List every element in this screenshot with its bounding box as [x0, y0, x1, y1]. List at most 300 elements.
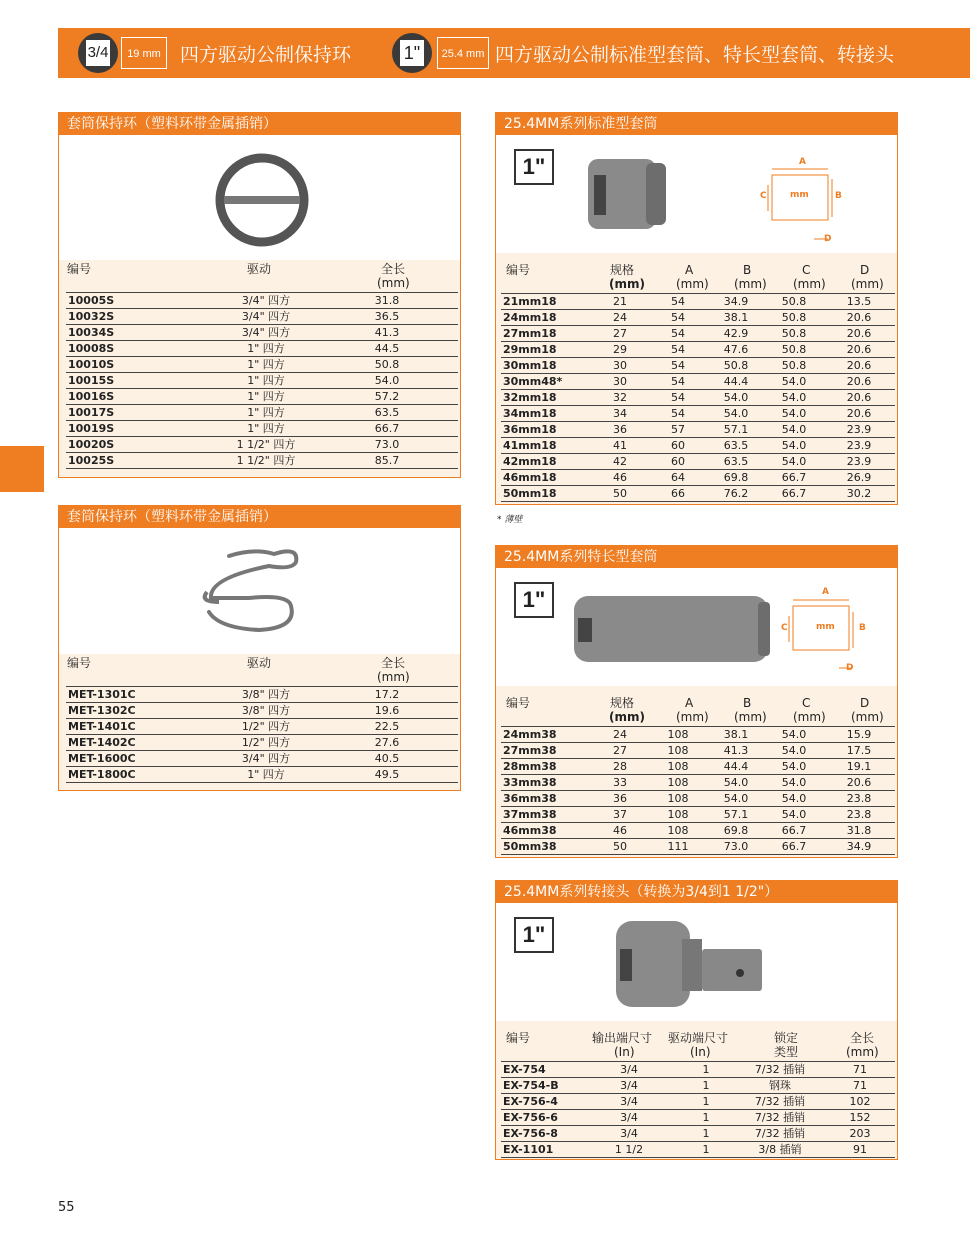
table-cell: 1 — [677, 1126, 735, 1142]
table-cell: 31.8 — [316, 293, 458, 309]
deep-socket-table — [501, 726, 895, 855]
part-number: 10034S — [66, 325, 216, 341]
table-row — [501, 374, 895, 390]
part-number: 10016S — [66, 389, 216, 405]
table-cell: 41.3 — [707, 743, 765, 759]
table-cell: 108 — [649, 743, 707, 759]
table-cell: 54.0 — [707, 791, 765, 807]
table-header — [59, 260, 460, 292]
table-row — [501, 470, 895, 486]
col-size-unit: (mm) — [609, 277, 645, 291]
table-cell: 108 — [649, 807, 707, 823]
diagram-label-a: A — [822, 587, 829, 597]
table-cell: 3/4" 四方 — [216, 751, 316, 767]
box-title: 套筒保持环（塑料环带金属插销） — [59, 506, 460, 528]
col-output-unit: (In) — [614, 1045, 635, 1059]
table-cell: 54.0 — [765, 390, 823, 406]
col-b: B — [743, 696, 752, 710]
table-cell: 54.0 — [765, 374, 823, 390]
table-cell: 36.5 — [316, 309, 458, 325]
col-code: 编号 — [506, 1031, 531, 1045]
table-cell: 22.5 — [316, 719, 458, 735]
col-output-size: 输出端尺寸 — [592, 1031, 653, 1045]
part-number: 10005S — [66, 293, 216, 309]
table-cell: 108 — [649, 759, 707, 775]
table-cell: 42 — [591, 454, 649, 470]
table-cell: 63.5 — [707, 438, 765, 454]
table-row — [66, 341, 458, 357]
col-drive: 驱动 — [247, 262, 272, 276]
table-cell: 1 — [677, 1110, 735, 1126]
col-b-unit: (mm) — [734, 277, 767, 291]
table-cell: 63.5 — [707, 454, 765, 470]
table-row — [501, 743, 895, 759]
table-cell: 1" 四方 — [216, 767, 316, 783]
part-number: 10017S — [66, 405, 216, 421]
table-cell: 38.1 — [707, 310, 765, 326]
col-d: D — [860, 696, 870, 710]
col-drive-unit: (In) — [690, 1045, 711, 1059]
table-cell: 3/4" 四方 — [216, 325, 316, 341]
col-d-unit: (mm) — [851, 710, 884, 724]
fraction-label: 3/4 — [86, 40, 110, 66]
col-a-unit: (mm) — [676, 710, 709, 724]
part-number: 24mm18 — [501, 310, 591, 326]
table-cell: 102 — [825, 1094, 895, 1110]
table-row — [66, 309, 458, 325]
table-cell: 54.0 — [765, 438, 823, 454]
table-cell: 19.6 — [316, 703, 458, 719]
table-cell: 54.0 — [765, 807, 823, 823]
product-image — [496, 135, 897, 253]
col-size: 规格 — [610, 696, 635, 710]
table-row — [501, 310, 895, 326]
table-cell: 3/4" 四方 — [216, 309, 316, 325]
table-cell: 30 — [591, 358, 649, 374]
table-row — [66, 293, 458, 309]
table-row — [66, 437, 458, 453]
table-row — [501, 422, 895, 438]
part-number: 36mm38 — [501, 791, 591, 807]
table-row — [66, 389, 458, 405]
col-length-unit: (mm) — [377, 276, 410, 290]
table-cell: 17.2 — [316, 687, 458, 703]
table-header — [59, 654, 460, 686]
table-cell: 3/8" 四方 — [216, 703, 316, 719]
table-cell: 50 — [591, 486, 649, 502]
wire-ring-table — [66, 686, 458, 783]
part-number: EX-754 — [501, 1062, 581, 1078]
table-cell: 19.1 — [823, 759, 895, 775]
part-number: 32mm18 — [501, 390, 591, 406]
table-row — [501, 1142, 895, 1158]
table-cell: 71 — [825, 1062, 895, 1078]
box-title: 25.4MM系列标准型套筒 — [496, 113, 897, 135]
table-cell: 54.0 — [707, 775, 765, 791]
col-length: 全长 — [850, 1031, 875, 1045]
part-number: EX-1101 — [501, 1142, 581, 1158]
table-cell: 1" 四方 — [216, 389, 316, 405]
table-cell: 54.0 — [765, 759, 823, 775]
part-number: EX-756-4 — [501, 1094, 581, 1110]
table-cell: 47.6 — [707, 342, 765, 358]
table-cell: 7/32 插销 — [735, 1094, 825, 1110]
col-length: 全长 — [381, 656, 406, 670]
table-cell: 54 — [649, 390, 707, 406]
table-cell: 21 — [591, 294, 649, 310]
table-cell: 30 — [591, 374, 649, 390]
col-d-unit: (mm) — [851, 277, 884, 291]
col-code: 编号 — [506, 263, 531, 277]
col-length-unit: (mm) — [377, 670, 410, 684]
table-cell: 7/32 插销 — [735, 1110, 825, 1126]
table-cell: 37 — [591, 807, 649, 823]
adapter-box — [495, 880, 898, 1160]
table-row — [501, 406, 895, 422]
table-cell: 71 — [825, 1078, 895, 1094]
table-row — [501, 326, 895, 342]
table-cell: 32 — [591, 390, 649, 406]
header-title-left: 四方驱动公制保持环 — [180, 44, 352, 66]
box-title: 套筒保持环（塑料环带金属插销） — [59, 113, 460, 135]
part-number: 21mm18 — [501, 294, 591, 310]
table-cell: 1 — [677, 1094, 735, 1110]
table-cell: 108 — [649, 791, 707, 807]
table-cell: 41 — [591, 438, 649, 454]
table-cell: 46 — [591, 470, 649, 486]
part-number: 27mm38 — [501, 743, 591, 759]
table-cell: 54 — [649, 326, 707, 342]
table-cell: 50.8 — [765, 294, 823, 310]
col-drive: 驱动 — [247, 656, 272, 670]
col-size: 规格 — [610, 263, 635, 277]
table-row — [501, 438, 895, 454]
table-cell: 54 — [649, 374, 707, 390]
table-cell: 15.9 — [823, 727, 895, 743]
product-image — [59, 135, 460, 260]
table-cell: 66.7 — [765, 839, 823, 855]
table-cell: 54 — [649, 294, 707, 310]
table-cell: 76.2 — [707, 486, 765, 502]
diagram-unit: mm — [816, 622, 835, 632]
table-row — [66, 767, 458, 783]
table-row — [66, 453, 458, 469]
part-number: 10025S — [66, 453, 216, 469]
part-number: 29mm18 — [501, 342, 591, 358]
box-title: 25.4MM系列转接头（转换为3/4到1 1/2"） — [496, 881, 897, 903]
table-row — [66, 325, 458, 341]
table-cell: 1" 四方 — [216, 421, 316, 437]
part-number: 24mm38 — [501, 727, 591, 743]
table-cell: 40.5 — [316, 751, 458, 767]
table-cell: 69.8 — [707, 823, 765, 839]
table-cell: 20.6 — [823, 342, 895, 358]
table-cell: 60 — [649, 438, 707, 454]
col-length-unit: (mm) — [846, 1045, 879, 1059]
col-a-unit: (mm) — [676, 277, 709, 291]
table-row — [66, 703, 458, 719]
table-cell: 1 — [677, 1142, 735, 1158]
table-cell: 50.8 — [707, 358, 765, 374]
part-number: 34mm18 — [501, 406, 591, 422]
table-cell: 24 — [591, 727, 649, 743]
table-cell: 1/2" 四方 — [216, 719, 316, 735]
col-c-unit: (mm) — [793, 277, 826, 291]
col-b-unit: (mm) — [734, 710, 767, 724]
table-row — [66, 719, 458, 735]
table-row — [501, 1094, 895, 1110]
table-cell: 54.0 — [765, 743, 823, 759]
table-cell: 3/4 — [581, 1078, 677, 1094]
part-number: 27mm18 — [501, 326, 591, 342]
table-cell: 31.8 — [823, 823, 895, 839]
drive-size-badge-left — [78, 33, 118, 73]
table-cell: 85.7 — [316, 453, 458, 469]
deep-socket-box — [495, 545, 898, 858]
col-size-unit: (mm) — [609, 710, 645, 724]
part-number: MET-1301C — [66, 687, 216, 703]
col-code: 编号 — [67, 656, 92, 670]
table-cell: 57.1 — [707, 422, 765, 438]
table-row — [501, 759, 895, 775]
table-cell: 63.5 — [316, 405, 458, 421]
drive-size-badge: 1" — [514, 917, 554, 953]
table-cell: 20.6 — [823, 390, 895, 406]
section-side-tab — [0, 446, 44, 492]
diagram-label-d: D — [824, 234, 832, 244]
table-cell: 42.9 — [707, 326, 765, 342]
table-cell: 49.5 — [316, 767, 458, 783]
retaining-ring-icon — [59, 135, 460, 260]
part-number: MET-1302C — [66, 703, 216, 719]
table-cell: 66 — [649, 486, 707, 502]
table-cell: 3/8" 四方 — [216, 687, 316, 703]
table-cell: 54.0 — [765, 454, 823, 470]
table-cell: 1" 四方 — [216, 341, 316, 357]
table-cell: 3/8 插销 — [735, 1142, 825, 1158]
header-title-right: 四方驱动公制标准型套筒、特长型套筒、转接头 — [495, 44, 895, 66]
table-cell: 钢珠 — [735, 1078, 825, 1094]
part-number: 10008S — [66, 341, 216, 357]
part-number: 10020S — [66, 437, 216, 453]
part-number: 36mm18 — [501, 422, 591, 438]
part-number: 41mm18 — [501, 438, 591, 454]
col-lock: 锁定 — [774, 1031, 799, 1045]
table-row — [501, 791, 895, 807]
table-cell: 73.0 — [316, 437, 458, 453]
metric-size-left: 19 mm — [121, 37, 167, 69]
table-cell: 111 — [649, 839, 707, 855]
table-cell: 108 — [649, 775, 707, 791]
table-cell: 20.6 — [823, 310, 895, 326]
table-cell: 50.8 — [765, 326, 823, 342]
table-cell: 27 — [591, 743, 649, 759]
part-number: 10019S — [66, 421, 216, 437]
col-drive-size: 驱动端尺寸 — [668, 1031, 729, 1045]
table-row — [66, 687, 458, 703]
table-cell: 54.0 — [765, 422, 823, 438]
table-row — [501, 454, 895, 470]
table-cell: 34.9 — [707, 294, 765, 310]
table-cell: 27.6 — [316, 735, 458, 751]
table-row — [501, 1062, 895, 1078]
table-cell: 54 — [649, 358, 707, 374]
retaining-ring-box-2 — [58, 505, 461, 791]
table-cell: 50 — [591, 839, 649, 855]
col-lock-type: 类型 — [774, 1045, 799, 1059]
box-title: 25.4MM系列特长型套筒 — [496, 546, 897, 568]
diagram-label-a: A — [799, 157, 806, 167]
table-cell: 66.7 — [316, 421, 458, 437]
part-number: MET-1402C — [66, 735, 216, 751]
table-cell: 20.6 — [823, 374, 895, 390]
table-cell: 33 — [591, 775, 649, 791]
part-number: 50mm38 — [501, 839, 591, 855]
table-row — [66, 735, 458, 751]
table-row — [66, 751, 458, 767]
table-row — [501, 823, 895, 839]
table-cell: 26.9 — [823, 470, 895, 486]
table-row — [501, 727, 895, 743]
table-cell: 41.3 — [316, 325, 458, 341]
table-cell: 24 — [591, 310, 649, 326]
part-number: 10010S — [66, 357, 216, 373]
table-cell: 23.9 — [823, 454, 895, 470]
table-row — [501, 807, 895, 823]
table-cell: 20.6 — [823, 775, 895, 791]
table-cell: 60 — [649, 454, 707, 470]
part-number: MET-1800C — [66, 767, 216, 783]
table-row — [501, 358, 895, 374]
part-number: 46mm38 — [501, 823, 591, 839]
part-number: 42mm18 — [501, 454, 591, 470]
col-code: 编号 — [67, 262, 92, 276]
table-row — [501, 342, 895, 358]
part-number: MET-1401C — [66, 719, 216, 735]
part-number: EX-754-B — [501, 1078, 581, 1094]
table-cell: 3/4 — [581, 1126, 677, 1142]
drive-size-badge-right — [392, 33, 432, 73]
table-cell: 1" 四方 — [216, 373, 316, 389]
part-number: MET-1600C — [66, 751, 216, 767]
thin-wall-footnote: * 薄壁 — [497, 515, 523, 525]
table-cell: 20.6 — [823, 326, 895, 342]
table-row — [501, 486, 895, 502]
table-cell: 54.0 — [707, 406, 765, 422]
table-cell: 108 — [649, 727, 707, 743]
part-number: EX-756-8 — [501, 1126, 581, 1142]
part-number: 50mm18 — [501, 486, 591, 502]
table-cell: 34 — [591, 406, 649, 422]
drive-size-badge: 1" — [514, 582, 554, 618]
table-cell: 3/4 — [581, 1094, 677, 1110]
table-cell: 34.9 — [823, 839, 895, 855]
table-cell: 54.0 — [765, 727, 823, 743]
table-header — [496, 253, 897, 293]
wire-ring-icon — [59, 528, 460, 654]
table-cell: 36 — [591, 422, 649, 438]
retaining-ring-table — [66, 292, 458, 469]
table-row — [501, 390, 895, 406]
table-cell: 108 — [649, 823, 707, 839]
table-cell: 66.7 — [765, 486, 823, 502]
table-header — [496, 686, 897, 726]
table-cell: 54.0 — [765, 406, 823, 422]
part-number: 33mm38 — [501, 775, 591, 791]
table-cell: 23.8 — [823, 791, 895, 807]
table-cell: 44.4 — [707, 759, 765, 775]
table-cell: 29 — [591, 342, 649, 358]
adapter-illustration — [496, 903, 897, 1021]
diagram-unit: mm — [790, 190, 809, 200]
table-cell: 7/32 插销 — [735, 1062, 825, 1078]
table-cell: 66.7 — [765, 470, 823, 486]
table-row — [501, 1110, 895, 1126]
deep-socket-illustration — [496, 568, 897, 686]
table-cell: 28 — [591, 759, 649, 775]
table-cell: 1 — [677, 1062, 735, 1078]
table-cell: 17.5 — [823, 743, 895, 759]
table-cell: 66.7 — [765, 823, 823, 839]
table-cell: 1 — [677, 1078, 735, 1094]
diagram-label-c: C — [760, 191, 767, 201]
part-number: 30mm48* — [501, 374, 591, 390]
page-number: 55 — [58, 1200, 75, 1215]
table-cell: 54.0 — [765, 791, 823, 807]
table-row — [501, 294, 895, 310]
diagram-label-c: C — [781, 623, 788, 633]
table-cell: 46 — [591, 823, 649, 839]
table-cell: 3/4" 四方 — [216, 293, 316, 309]
table-row — [66, 421, 458, 437]
table-cell: 13.5 — [823, 294, 895, 310]
col-code: 编号 — [506, 696, 531, 710]
inch-label: 1" — [400, 40, 424, 66]
table-row — [501, 1078, 895, 1094]
part-number: 28mm38 — [501, 759, 591, 775]
table-cell: 50.8 — [765, 342, 823, 358]
table-cell: 23.9 — [823, 438, 895, 454]
table-row — [66, 373, 458, 389]
metric-size-right: 25.4 mm — [437, 37, 489, 69]
product-image — [496, 903, 897, 1021]
diagram-label-b: B — [835, 191, 842, 201]
part-number: 30mm18 — [501, 358, 591, 374]
table-cell: 36 — [591, 791, 649, 807]
table-cell: 1" 四方 — [216, 405, 316, 421]
table-cell: 1 1/2" 四方 — [216, 437, 316, 453]
table-cell: 27 — [591, 326, 649, 342]
table-cell: 50.8 — [765, 358, 823, 374]
table-cell: 73.0 — [707, 839, 765, 855]
table-cell: 57.1 — [707, 807, 765, 823]
table-cell: 57.2 — [316, 389, 458, 405]
table-cell: 1 1/2 — [581, 1142, 677, 1158]
table-cell: 3/4 — [581, 1110, 677, 1126]
table-cell: 54 — [649, 342, 707, 358]
part-number: 10032S — [66, 309, 216, 325]
col-a: A — [685, 263, 694, 277]
drive-size-badge: 1" — [514, 149, 554, 185]
table-cell: 69.8 — [707, 470, 765, 486]
table-row — [66, 405, 458, 421]
part-number: EX-756-6 — [501, 1110, 581, 1126]
table-cell: 91 — [825, 1142, 895, 1158]
table-row — [501, 839, 895, 855]
product-image — [59, 528, 460, 654]
table-cell: 7/32 插销 — [735, 1126, 825, 1142]
table-cell: 57 — [649, 422, 707, 438]
